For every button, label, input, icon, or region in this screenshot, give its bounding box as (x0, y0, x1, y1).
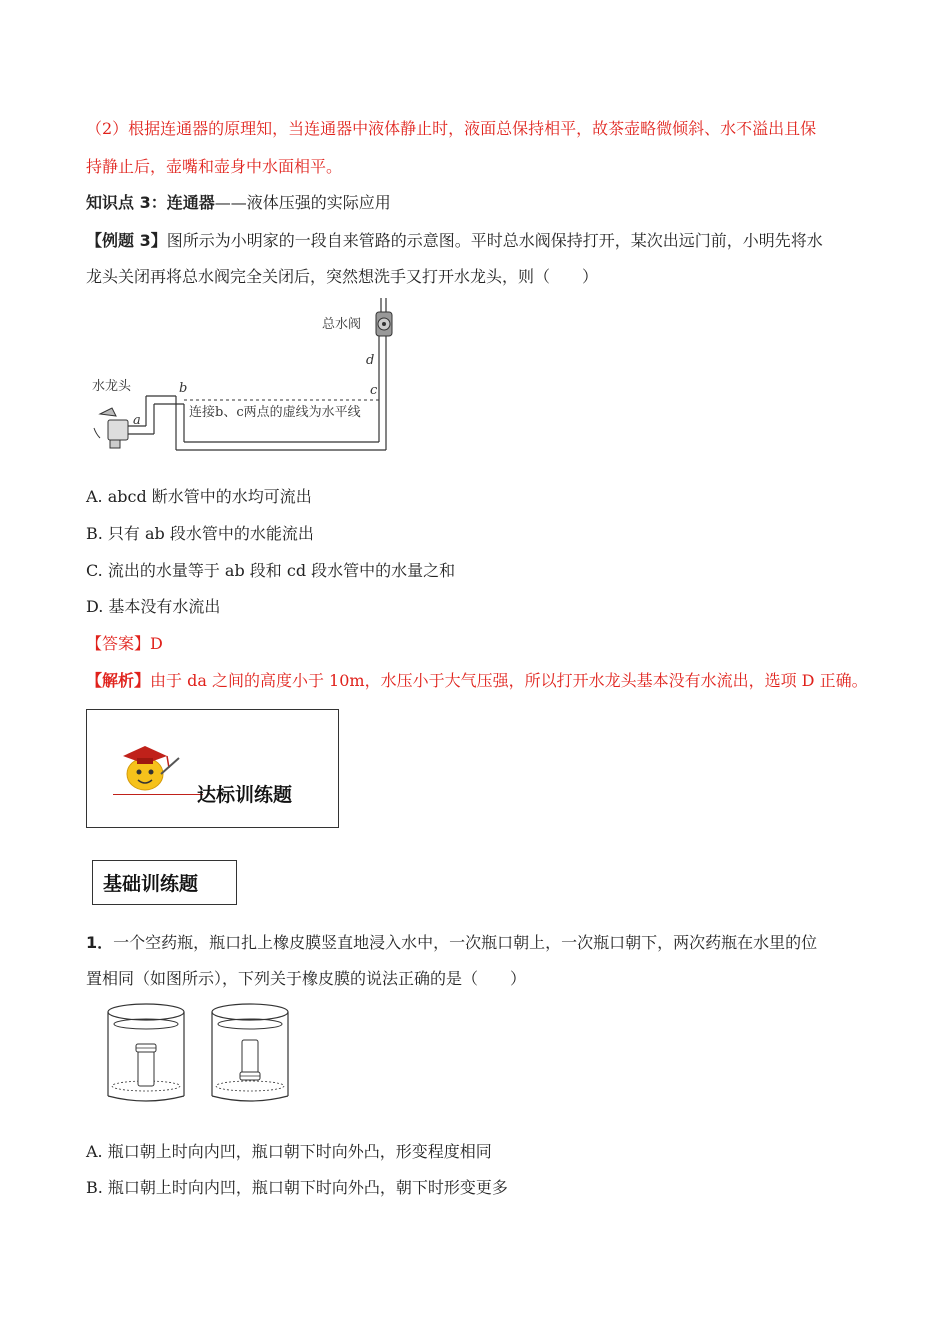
q1-text-1: 一个空药瓶，瓶口扎上橡皮膜竖直地浸入水中，一次瓶口朝上，一次瓶口朝下，两次药瓶在水里的位 (113, 933, 818, 952)
example3-option-c: C. 流出的水量等于 ab 段和 cd 段水管中的水量之和 (86, 561, 456, 580)
beakers-figure (104, 1000, 304, 1106)
point-a-label: a (133, 413, 141, 428)
knowledge-point-label: 知识点 3：连通器 (86, 193, 215, 212)
mascot-icon (111, 728, 191, 798)
example3-option-a: A. abcd 断水管中的水均可流出 (86, 487, 312, 506)
q1-option-a: A. 瓶口朝上时向内凹，瓶口朝下时向外凸，形变程度相同 (86, 1142, 492, 1161)
valve-label: 总水阀 (322, 317, 362, 332)
faucet-icon (94, 408, 128, 448)
section-title: 基础训练题 (103, 873, 199, 895)
valve-icon (376, 312, 392, 336)
point-d-label: d (366, 353, 375, 368)
example3-option-d: D. 基本没有水流出 (86, 597, 221, 616)
pipe-diagram (86, 296, 406, 456)
dashed-line-note: 连接b、c两点的虚线为水平线 (189, 405, 361, 420)
knowledge-point-heading (86, 192, 391, 214)
example3-tag: 【例题 3】 (86, 231, 167, 250)
part2-line-1: （2）根据连通器的原理知，当连通器中液体静止时，液面总保持相平，故茶壶略微倾斜、水不溢出且保 (86, 119, 817, 138)
example3-analysis (86, 670, 868, 692)
point-b-label: b (179, 381, 188, 396)
example3-text-1: 图所示为小明家的一段自来管路的示意图。平时总水阀保持打开，某次出远门前，小明先将水 (166, 231, 823, 250)
analysis-text: 由于 da 之间的高度小于 10m，水压小于大气压强，所以打开水龙头基本没有水流出，选项 D 正确。 (150, 671, 868, 690)
analysis-tag: 【解析】 (86, 671, 151, 690)
beaker-bottle-down (212, 1004, 288, 1101)
section-title-box (92, 860, 237, 905)
q1-option-b: B. 瓶口朝上时向内凹，瓶口朝下时向外凸，朝下时形变更多 (86, 1178, 508, 1197)
beaker-bottle-up (108, 1004, 184, 1101)
training-banner (86, 709, 339, 828)
knowledge-point-rest: ——液体压强的实际应用 (214, 193, 391, 212)
example3-option-b: B. 只有 ab 段水管中的水能流出 (86, 524, 314, 543)
banner-title: 达标训练题 (197, 784, 293, 806)
part2-line-2: 持静止后，壶嘴和壶身中水面相平。 (86, 157, 343, 176)
example3-line-1 (86, 230, 823, 252)
q1-line-2: 置相同（如图所示），下列关于橡皮膜的说法正确的是（ ） (86, 969, 527, 988)
point-c-label: c (370, 383, 378, 398)
example3-answer: 【答案】D (86, 634, 163, 653)
tap-label: 水龙头 (92, 379, 132, 394)
q1-line-1 (86, 932, 817, 954)
q1-number: 1． (86, 933, 114, 952)
example3-line-2: 龙头关闭再将总水阀完全关闭后，突然想洗手又打开水龙头，则（ ） (86, 267, 599, 286)
